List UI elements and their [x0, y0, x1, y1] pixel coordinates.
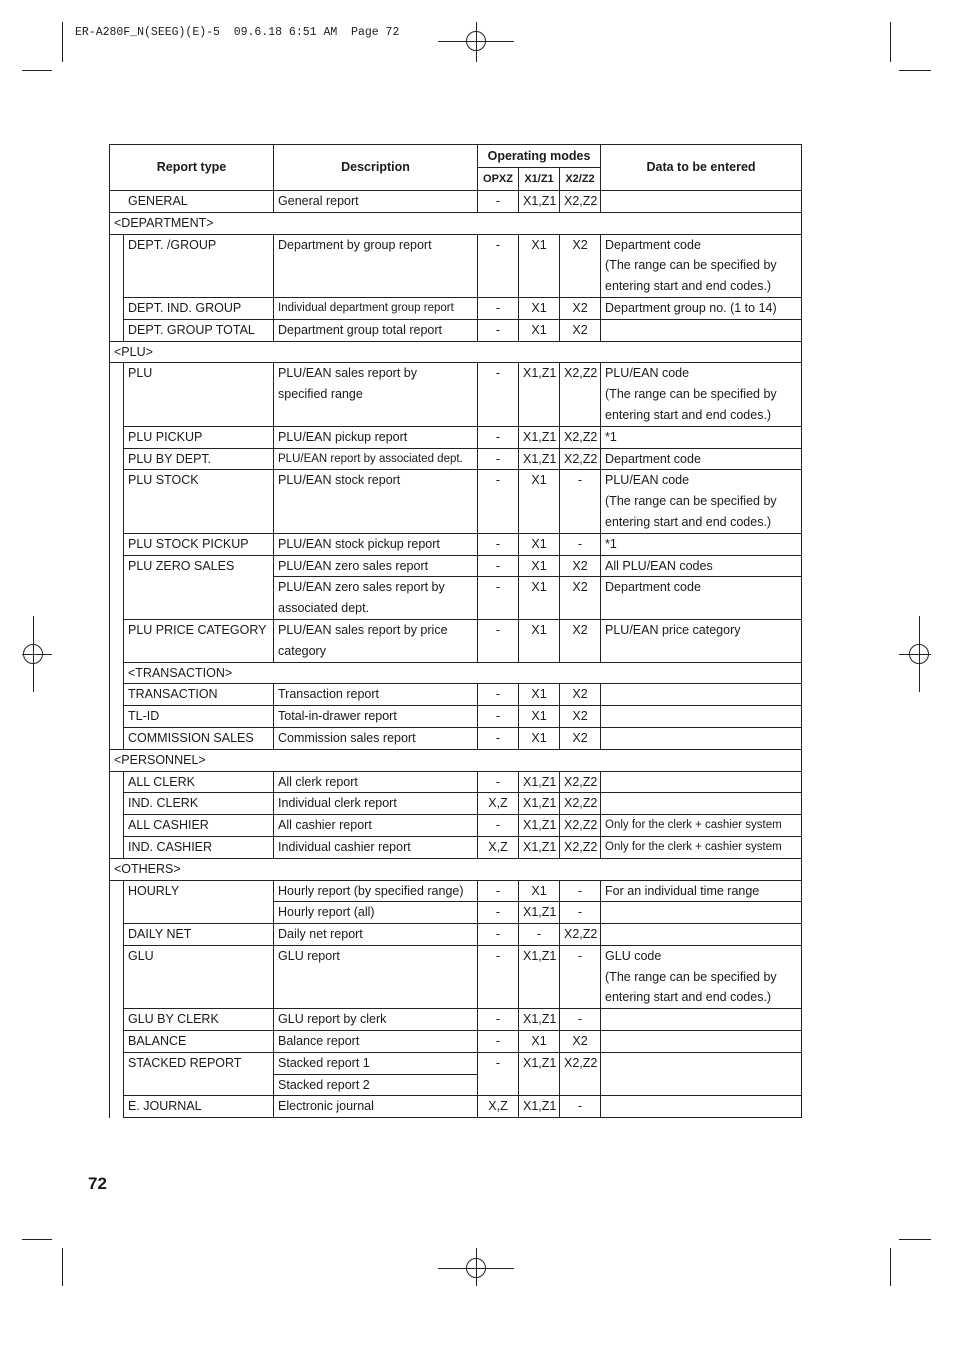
data-cell: [601, 363, 802, 426]
x2z2-cell: X2,Z2: [560, 426, 601, 448]
opxz-cell: -: [478, 771, 519, 793]
table-row: [110, 1052, 802, 1074]
x1z1-cell: X1: [519, 470, 560, 533]
description-cell: Hourly report (by specified range): [274, 880, 478, 902]
report-type-cell: E. JOURNAL: [124, 1096, 274, 1118]
data-cell: Only for the clerk + cashier system: [601, 815, 802, 837]
x1z1-cell: X1,Z1: [519, 1096, 560, 1118]
x2z2-cell: X2: [560, 706, 601, 728]
data-cell: *1: [601, 426, 802, 448]
opxz-cell: -: [478, 426, 519, 448]
table-row: [110, 363, 802, 426]
opxz-cell: -: [478, 924, 519, 946]
data-line: entering start and end codes.): [605, 514, 772, 529]
header-opxz: OPXZ: [478, 168, 519, 191]
description-cell: Individual department group report: [274, 297, 478, 319]
report-type-cell: IND. CASHIER: [124, 836, 274, 858]
description-cell: Individual cashier report: [274, 836, 478, 858]
description-cell: All clerk report: [274, 771, 478, 793]
x2z2-cell: X2,Z2: [560, 191, 601, 213]
data-cell: Department code: [601, 577, 802, 620]
description-cell: PLU/EAN pickup report: [274, 426, 478, 448]
data-line: entering start and end codes.): [605, 990, 772, 1005]
registration-mark-circle: [909, 644, 929, 664]
x1z1-cell: X1: [519, 577, 560, 620]
data-cell: *1: [601, 533, 802, 555]
data-cell: Department group no. (1 to 14): [601, 297, 802, 319]
data-cell: Only for the clerk + cashier system: [601, 836, 802, 858]
report-type-cell: PLU BY DEPT.: [124, 448, 274, 470]
table-row: [110, 191, 802, 213]
x2z2-cell: X2,Z2: [560, 448, 601, 470]
table-row: [110, 470, 802, 533]
description-cell: Total-in-drawer report: [274, 706, 478, 728]
header-description: Description: [274, 145, 478, 191]
data-line: PLU/EAN code: [605, 473, 690, 488]
section-row: [110, 341, 802, 363]
section-row: [110, 749, 802, 771]
opxz-cell: -: [478, 363, 519, 426]
table-row: [110, 619, 802, 662]
x2z2-cell: X2,Z2: [560, 363, 601, 426]
x2z2-cell: -: [560, 470, 601, 533]
table-row: [110, 555, 802, 577]
table-row: [110, 836, 802, 858]
report-type-cell: COMMISSION SALES: [124, 727, 274, 749]
description-cell: [274, 363, 478, 426]
opxz-cell: -: [478, 1009, 519, 1031]
x1z1-cell: X1,Z1: [519, 945, 560, 1008]
report-type-cell: HOURLY: [124, 880, 274, 924]
data-line: (The range can be specified by: [605, 494, 777, 509]
section-row: [110, 858, 802, 880]
opxz-cell: -: [478, 191, 519, 213]
report-type-cell: IND. CLERK: [124, 793, 274, 815]
x1z1-cell: X1: [519, 684, 560, 706]
opxz-cell: -: [478, 945, 519, 1008]
section-personnel: <PERSONNEL>: [110, 749, 802, 771]
x1z1-cell: X1: [519, 619, 560, 662]
description-cell: GLU report by clerk: [274, 1009, 478, 1031]
x2z2-cell: X2: [560, 619, 601, 662]
registration-mark-circle: [23, 644, 43, 664]
crop-mark: [899, 1239, 931, 1240]
x2z2-cell: X2,Z2: [560, 771, 601, 793]
header-operating-modes: Operating modes: [478, 145, 601, 168]
data-cell: For an individual time range: [601, 880, 802, 902]
report-type-cell: TRANSACTION: [124, 684, 274, 706]
data-cell: [601, 1009, 802, 1031]
report-type-cell: DAILY NET: [124, 924, 274, 946]
data-line: Department code: [605, 237, 701, 252]
x2z2-cell: -: [560, 1009, 601, 1031]
description-line: PLU/EAN zero sales report by: [278, 580, 445, 595]
x2z2-cell: X2: [560, 555, 601, 577]
opxz-cell: X,Z: [478, 836, 519, 858]
x1z1-cell: X1,Z1: [519, 191, 560, 213]
data-cell: [601, 924, 802, 946]
description-cell: PLU/EAN stock pickup report: [274, 533, 478, 555]
header-x1z1: X1/Z1: [519, 168, 560, 191]
x1z1-cell: X1,Z1: [519, 1052, 560, 1096]
x1z1-cell: X1: [519, 880, 560, 902]
table-row: [110, 706, 802, 728]
report-type-cell: TL-ID: [124, 706, 274, 728]
indent-gutter: [110, 880, 124, 1118]
x1z1-cell: X1: [519, 319, 560, 341]
description-cell: [274, 619, 478, 662]
data-line: (The range can be specified by: [605, 969, 777, 984]
data-cell: Department code: [601, 448, 802, 470]
section-others: <OTHERS>: [110, 858, 802, 880]
table-header-row: [110, 145, 802, 168]
description-cell: GLU report: [274, 945, 478, 1008]
report-types-table: [109, 144, 802, 1118]
header-data-to-be-entered: Data to be entered: [601, 145, 802, 191]
table-row: [110, 426, 802, 448]
x1z1-cell: X1: [519, 297, 560, 319]
data-line: PLU/EAN code: [605, 366, 690, 381]
description-cell: [274, 577, 478, 620]
table-row: [110, 924, 802, 946]
report-type-cell: DEPT. IND. GROUP: [124, 297, 274, 319]
section-department: <DEPARTMENT>: [110, 212, 802, 234]
section-plu: <PLU>: [110, 341, 802, 363]
data-cell: [601, 902, 802, 924]
x2z2-cell: X2,Z2: [560, 815, 601, 837]
opxz-cell: -: [478, 577, 519, 620]
x1z1-cell: X1: [519, 533, 560, 555]
x2z2-cell: X2: [560, 234, 601, 297]
x2z2-cell: X2: [560, 1031, 601, 1053]
report-type-cell: DEPT. /GROUP: [124, 234, 274, 297]
description-line: PLU/EAN sales report by: [278, 366, 417, 381]
x2z2-cell: X2: [560, 684, 601, 706]
description-cell: General report: [274, 191, 478, 213]
crop-mark: [890, 1248, 891, 1286]
section-row: [110, 212, 802, 234]
description-cell: All cashier report: [274, 815, 478, 837]
report-type-cell: STACKED REPORT: [124, 1052, 274, 1096]
x2z2-cell: -: [560, 1096, 601, 1118]
description-line: associated dept.: [278, 601, 370, 616]
x1z1-cell: X1,Z1: [519, 771, 560, 793]
opxz-cell: -: [478, 470, 519, 533]
opxz-cell: -: [478, 319, 519, 341]
x2z2-cell: X2: [560, 297, 601, 319]
table-row: [110, 727, 802, 749]
description-cell: PLU/EAN report by associated dept.: [274, 448, 478, 470]
description-cell: PLU/EAN stock report: [274, 470, 478, 533]
opxz-cell: -: [478, 297, 519, 319]
description-cell: Balance report: [274, 1031, 478, 1053]
x2z2-cell: -: [560, 945, 601, 1008]
data-cell: [601, 771, 802, 793]
data-cell: [601, 727, 802, 749]
description-cell: Department by group report: [274, 234, 478, 297]
table-row: [110, 448, 802, 470]
crop-mark: [22, 1239, 52, 1240]
description-line: specified range: [278, 387, 363, 402]
registration-mark-circle: [466, 1258, 486, 1278]
x2z2-cell: X2: [560, 727, 601, 749]
x1z1-cell: X1,Z1: [519, 363, 560, 426]
table-row: [110, 684, 802, 706]
data-cell: [601, 1031, 802, 1053]
data-cell: [601, 234, 802, 297]
report-type-cell: PLU PRICE CATEGORY: [124, 619, 274, 662]
table-row: [110, 771, 802, 793]
description-cell: Hourly report (all): [274, 902, 478, 924]
x1z1-cell: X1,Z1: [519, 426, 560, 448]
opxz-cell: -: [478, 533, 519, 555]
page-number: 72: [88, 1174, 107, 1193]
table-row: [110, 533, 802, 555]
crop-mark: [62, 1248, 63, 1286]
data-line: entering start and end codes.): [605, 279, 772, 294]
x1z1-cell: X1,Z1: [519, 902, 560, 924]
table-row: [110, 1009, 802, 1031]
section-transaction: <TRANSACTION>: [124, 662, 802, 684]
data-cell: [601, 319, 802, 341]
x2z2-cell: X2: [560, 577, 601, 620]
opxz-cell: -: [478, 902, 519, 924]
description-cell: Electronic journal: [274, 1096, 478, 1118]
x1z1-cell: X1: [519, 555, 560, 577]
opxz-cell: -: [478, 234, 519, 297]
indent-gutter: [110, 771, 124, 858]
x1z1-cell: -: [519, 924, 560, 946]
report-type-cell: ALL CLERK: [124, 771, 274, 793]
table-row: [110, 880, 802, 902]
indent-gutter: [110, 363, 124, 684]
description-cell: Stacked report 1: [274, 1052, 478, 1074]
x1z1-cell: X1: [519, 706, 560, 728]
opxz-cell: X,Z: [478, 1096, 519, 1118]
x1z1-cell: X1: [519, 234, 560, 297]
description-cell: Department group total report: [274, 319, 478, 341]
x2z2-cell: X2: [560, 319, 601, 341]
table-row: [110, 234, 802, 297]
section-row: [110, 662, 802, 684]
table-row: [110, 1096, 802, 1118]
x1z1-cell: X1,Z1: [519, 815, 560, 837]
x1z1-cell: X1: [519, 727, 560, 749]
data-cell: All PLU/EAN codes: [601, 555, 802, 577]
x2z2-cell: -: [560, 880, 601, 902]
report-type-cell: ALL CASHIER: [124, 815, 274, 837]
opxz-cell: -: [478, 706, 519, 728]
data-cell: [601, 793, 802, 815]
opxz-cell: -: [478, 1031, 519, 1053]
crop-mark: [899, 70, 931, 71]
description-line: PLU/EAN sales report by price: [278, 622, 448, 637]
crop-mark: [890, 22, 891, 62]
x1z1-cell: X1,Z1: [519, 448, 560, 470]
data-line: GLU code: [605, 948, 662, 963]
x1z1-cell: X1,Z1: [519, 836, 560, 858]
data-line: (The range can be specified by: [605, 258, 777, 273]
header-report-type: Report type: [110, 145, 274, 191]
description-cell: PLU/EAN zero sales report: [274, 555, 478, 577]
data-cell: [601, 706, 802, 728]
report-type-cell: GENERAL: [110, 191, 274, 213]
description-cell: Stacked report 2: [274, 1074, 478, 1096]
description-cell: Daily net report: [274, 924, 478, 946]
data-cell: [601, 684, 802, 706]
report-type-cell: BALANCE: [124, 1031, 274, 1053]
description-cell: Commission sales report: [274, 727, 478, 749]
indent-gutter: [110, 684, 124, 749]
data-cell: [601, 1052, 802, 1096]
report-type-cell: GLU: [124, 945, 274, 1008]
opxz-cell: -: [478, 619, 519, 662]
crop-mark: [22, 70, 52, 71]
x2z2-cell: X2,Z2: [560, 1052, 601, 1096]
table-row: [110, 297, 802, 319]
x2z2-cell: -: [560, 533, 601, 555]
report-type-cell: PLU STOCK: [124, 470, 274, 533]
table-row: [110, 945, 802, 1008]
x1z1-cell: X1,Z1: [519, 793, 560, 815]
data-cell: PLU/EAN price category: [601, 619, 802, 662]
x2z2-cell: X2,Z2: [560, 836, 601, 858]
data-line: entering start and end codes.): [605, 407, 772, 422]
report-type-cell: PLU ZERO SALES: [124, 555, 274, 619]
description-cell: Individual clerk report: [274, 793, 478, 815]
printer-slug-line: ER-A280F_N(SEEG)(E)-5 09.6.18 6:51 AM Page 72: [75, 26, 400, 39]
description-cell: Transaction report: [274, 684, 478, 706]
report-type-cell: GLU BY CLERK: [124, 1009, 274, 1031]
opxz-cell: -: [478, 1052, 519, 1096]
indent-gutter: [110, 234, 124, 341]
table-row: [110, 815, 802, 837]
header-x2z2: X2/Z2: [560, 168, 601, 191]
x2z2-cell: -: [560, 902, 601, 924]
description-line: category: [278, 643, 326, 658]
registration-mark-circle: [466, 31, 486, 51]
data-cell: [601, 470, 802, 533]
data-cell: [601, 945, 802, 1008]
opxz-cell: -: [478, 555, 519, 577]
report-type-cell: PLU: [124, 363, 274, 426]
x1z1-cell: X1: [519, 1031, 560, 1053]
opxz-cell: X,Z: [478, 793, 519, 815]
opxz-cell: -: [478, 727, 519, 749]
table-row: [110, 1031, 802, 1053]
data-line: (The range can be specified by: [605, 387, 777, 402]
opxz-cell: -: [478, 815, 519, 837]
opxz-cell: -: [478, 448, 519, 470]
opxz-cell: -: [478, 684, 519, 706]
x2z2-cell: X2,Z2: [560, 793, 601, 815]
x2z2-cell: X2,Z2: [560, 924, 601, 946]
data-cell: [601, 191, 802, 213]
report-type-cell: PLU PICKUP: [124, 426, 274, 448]
table-row: [110, 793, 802, 815]
table-row: [110, 319, 802, 341]
report-type-cell: DEPT. GROUP TOTAL: [124, 319, 274, 341]
opxz-cell: -: [478, 880, 519, 902]
report-type-cell: PLU STOCK PICKUP: [124, 533, 274, 555]
crop-mark: [62, 22, 63, 62]
x1z1-cell: X1,Z1: [519, 1009, 560, 1031]
data-cell: [601, 1096, 802, 1118]
